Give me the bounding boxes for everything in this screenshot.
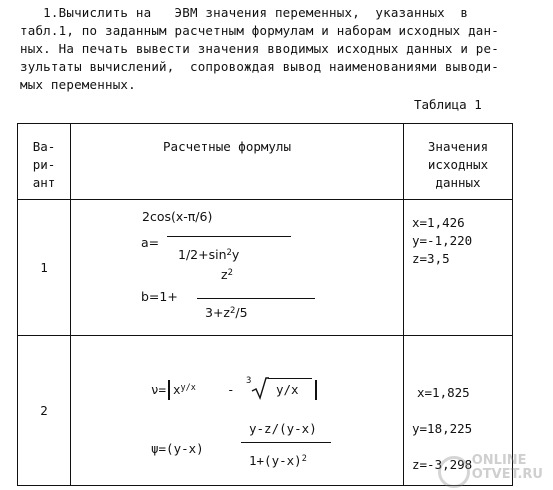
variant-number: 1 — [18, 200, 71, 336]
task-paragraph — [20, 4, 540, 94]
values-cell — [404, 200, 513, 336]
formula-psi-denominator — [249, 453, 307, 468]
formula-psi-lhs: ψ=(y-x) — [151, 441, 204, 456]
root-index: 3 — [246, 376, 252, 386]
table-row — [18, 200, 513, 336]
denominator-text: 1+(y-x) — [249, 453, 302, 468]
exponent: 2 — [230, 306, 236, 316]
header-variant-line: ри- — [32, 157, 56, 172]
formula-a-lhs: a= — [141, 235, 160, 250]
header-formulas: Расчетные формулы — [71, 124, 404, 200]
formula-a-denominator — [178, 247, 239, 262]
radical-sign-icon — [251, 376, 269, 400]
values-list — [404, 200, 512, 268]
formula-nu-power — [173, 382, 196, 397]
value-y: y=18,225 — [412, 421, 473, 436]
denominator-tail: /5 — [235, 305, 248, 320]
base-x: x — [173, 382, 181, 397]
denominator-tail: y — [231, 247, 240, 262]
radical-bar — [268, 378, 312, 379]
denominator-text: 3+z — [205, 305, 230, 320]
formula-nu-minus: - — [227, 382, 235, 397]
denominator-text: 1/2+sin — [178, 247, 227, 262]
formula-nu-lhs: ν= — [151, 382, 167, 397]
task-line: табл.1, по заданным расчетным формулам и наборам исходных дан- — [20, 23, 499, 38]
abs-bar-right — [315, 380, 317, 400]
watermark-line: ONLINE — [471, 453, 527, 468]
watermark-line: OTVET.RU — [471, 467, 543, 482]
root-radicand: y/x — [276, 382, 299, 397]
table-row — [18, 336, 513, 486]
formulas-table — [17, 123, 513, 486]
header-variant — [18, 124, 71, 200]
formula-a-numerator: 2cos(x-π/6) — [142, 209, 213, 224]
formula-b-lhs: b=1+ — [141, 289, 178, 304]
abs-bar-left — [168, 380, 170, 400]
header-variant-line: ант — [32, 175, 56, 190]
exponent: y/x — [180, 383, 196, 393]
exponent: 2 — [301, 454, 307, 464]
watermark-logo-icon — [438, 456, 470, 488]
watermark — [472, 454, 543, 482]
fraction-bar — [197, 298, 315, 299]
value-x: x=1,426 — [412, 215, 465, 230]
task-line: 1.Вычислить на ЭВМ значения переменных, указанных в — [20, 5, 469, 20]
header-values-line: Значения — [427, 139, 489, 154]
formula-b-denominator — [205, 305, 248, 320]
exponent: 2 — [226, 248, 232, 258]
header-values-line: данных — [435, 175, 481, 190]
table-label: Таблица 1 — [414, 97, 482, 112]
value-z: z=3,5 — [412, 251, 450, 266]
value-z: z=-3,298 — [412, 457, 473, 472]
fraction-bar — [241, 442, 331, 443]
formula-b-numerator — [221, 267, 233, 282]
value-x: x=1,825 — [417, 385, 470, 400]
value-y: y=-1,220 — [412, 233, 473, 248]
variant-number: 2 — [18, 336, 71, 486]
formula-psi-numerator: y-z/(y-x) — [249, 421, 317, 436]
exponent: 2 — [227, 268, 233, 278]
header-values-line: исходных — [427, 157, 489, 172]
task-line: ных. На печать вывести значения вводимых исходных данных и ре- — [20, 41, 499, 56]
table-header-row — [18, 124, 513, 200]
header-variant-line: Ва- — [32, 139, 56, 154]
formulas-cell — [71, 200, 404, 336]
task-line: зультаты вычислений, сопровождая вывод наименованиями выводи- — [20, 59, 499, 74]
header-values — [404, 124, 513, 200]
formulas-cell — [71, 336, 404, 486]
task-line: мых переменных. — [20, 77, 136, 92]
numerator-text: z — [221, 267, 228, 282]
fraction-bar — [167, 236, 291, 237]
